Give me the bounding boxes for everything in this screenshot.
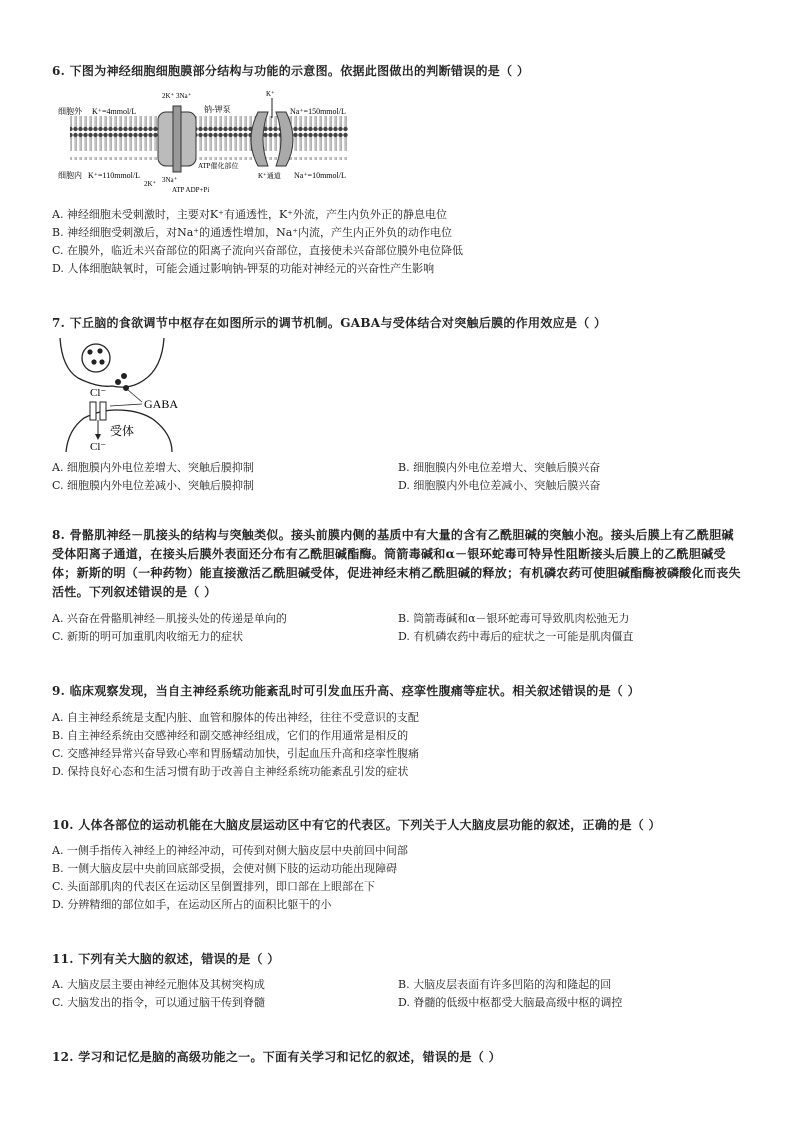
- cl-bottom-label: Cl⁻: [90, 441, 107, 453]
- q7-option-d: D. 细胞膜内外电位差减小、突触后膜兴奋: [398, 479, 601, 492]
- q11-option-a: A. 大脑皮层主要由神经元胞体及其树突构成: [52, 978, 265, 991]
- q9-option-b: B. 自主神经系统由交感神经和副交感神经组成，它们的作用通常是相反的: [52, 729, 409, 742]
- q10-option-c: C. 头面部肌肉的代表区在运动区呈倒置排列，即口部在上眼部在下: [52, 880, 376, 893]
- q8-option-a: A. 兴奋在骨骼肌神经－肌接头处的传递是单向的: [52, 612, 287, 625]
- q9-option-d: D. 保持良好心态和生活习惯有助于改善自主神经系统功能紊乱引发的症状: [52, 765, 409, 778]
- q11-option-c: C. 大脑发出的指令，可以通过脑干传到脊髓: [52, 996, 266, 1009]
- synapse-diagram: [52, 336, 222, 456]
- na-inside-conc: Na⁺=10mmol/L: [294, 171, 346, 180]
- q6-option-b: B. 神经细胞受刺激后，对Na⁺的通透性增加，Na⁺内流，产生内正外负的动作电位: [52, 226, 453, 239]
- q6-option-a: A. 神经细胞未受刺激时，主要对K⁺有通透性，K⁺外流，产生内负外正的静息电位: [52, 208, 447, 221]
- k-channel-label: K⁺通道: [258, 172, 281, 180]
- atp-products: ATP ADP+Pi: [172, 186, 210, 194]
- q9-option-c: C. 交感神经异常兴奋导致心率和胃肠蠕动加快，引起血压升高和痉挛性腹痛: [52, 747, 420, 760]
- pump-top-ions: 2K⁺ 3Na⁺: [162, 92, 192, 100]
- pump-bottom-na: 3Na⁺: [162, 176, 178, 184]
- q6-option-c: C. 在膜外，临近未兴奋部位的阳离子流向兴奋部位，直接使未兴奋部位膜外电位降低: [52, 244, 464, 257]
- k-inside-conc: K⁺=110mmol/L: [88, 171, 140, 180]
- k-top-label: K⁺: [266, 90, 275, 98]
- membrane-diagram: [58, 88, 358, 196]
- question-12-stem: 12. 学习和记忆是脑的高级功能之一。下面有关学习和记忆的叙述，错误的是（ ）: [52, 1050, 501, 1064]
- q11-option-d: D. 脊髓的低级中枢都受大脑最高级中枢的调控: [398, 996, 623, 1009]
- q10-option-a: A. 一侧手指传入神经上的神经冲动，可传到对侧大脑皮层中央前回中间部: [52, 844, 408, 857]
- q10-option-d: D. 分辨精细的部位如手，在运动区所占的面积比躯干的小: [52, 898, 332, 911]
- q7-option-b: B. 细胞膜内外电位差增大、突触后膜兴奋: [398, 461, 601, 474]
- pump-label: 钠-钾泵: [204, 105, 231, 114]
- q9-option-a: A. 自主神经系统是支配内脏、血管和腺体的传出神经，往往不受意识的支配: [52, 711, 419, 724]
- na-outside-conc: Na⁺=150mmol/L: [290, 107, 346, 116]
- pump-bottom-k: 2K⁺: [144, 180, 157, 188]
- question-9-stem: 9. 临床观察发现，当自主神经系统功能紊乱时可引发血压升高、痉挛性腹痛等症状。相关叙述错误的是（ ）: [52, 684, 640, 698]
- question-7-stem: 7. 下丘脑的食欲调节中枢存在如图所示的调节机制。GABA与受体结合对突触后膜的作用效应是（ ）: [52, 316, 607, 330]
- inside-label: 细胞内: [58, 171, 82, 180]
- presynaptic-terminal: [60, 338, 164, 387]
- k-outside-conc: K⁺=4mmol/L: [92, 107, 137, 116]
- q7-option-c: C. 细胞膜内外电位差减小、突触后膜抑制: [52, 479, 255, 492]
- q7-option-a: A. 细胞膜内外电位差增大、突触后膜抑制: [52, 461, 254, 474]
- question-6-stem: 6. 下图为神经细胞细胞膜部分结构与功能的示意图。依据此图做出的判断错误的是（ ）: [52, 64, 530, 78]
- q8-option-c: C. 新斯的明可加重肌肉收缩无力的症状: [52, 630, 244, 643]
- outside-label: 细胞外: [58, 107, 82, 116]
- q11-option-b: B. 大脑皮层表面有许多凹陷的沟和隆起的回: [398, 978, 612, 991]
- cl-top-label: Cl⁻: [90, 387, 107, 399]
- q8-option-b: B. 筒箭毒碱和α－银环蛇毒可导致肌肉松弛无力: [398, 612, 630, 625]
- question-10-stem: 10. 人体各部位的运动机能在大脑皮层运动区中有它的代表区。下列关于人大脑皮层功能的叙述，正确的是（ ）: [52, 818, 661, 832]
- q8-option-d: D. 有机磷农药中毒后的症状之一可能是肌肉僵直: [398, 630, 634, 643]
- gaba-label: GABA: [144, 397, 179, 411]
- atp-site-label: ATP催化部位: [198, 162, 239, 170]
- question-11-stem: 11. 下列有关大脑的叙述，错误的是（ ）: [52, 952, 280, 966]
- question-8-stem: 8. 骨骼肌神经－肌接头的结构与突触类似。接头前膜内侧的基质中有大量的含有乙酰胆碱的突触小泡。接头后膜上有乙酰胆碱受体阳离子通道，在接头后膜外表面还分布有乙酰胆碱酯酶。筒箭毒碱和α－银环蛇毒可特异性阻断接头后膜上的乙酰胆碱受体；新斯的明（一种药物）能直接激活乙酰胆碱受体，促进神经末梢乙酰胆碱的释放；有机磷农药可使胆碱酯酶被磷酸化而丧失活性。下列叙述错误的是（ ）: [52, 528, 741, 599]
- receptor-label: 受体: [110, 424, 135, 438]
- q6-option-d: D. 人体细胞缺氧时，可能会通过影响钠-钾泵的功能对神经元的兴奋性产生影响: [52, 262, 435, 275]
- q10-option-b: B. 一侧大脑皮层中央前回底部受损，会使对侧下肢的运动功能出现障碍: [52, 862, 398, 875]
